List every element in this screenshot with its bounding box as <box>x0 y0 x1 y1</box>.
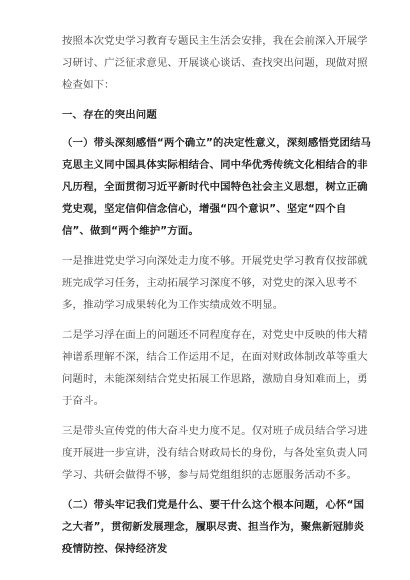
section-heading: 一、存在的突出问题 <box>62 109 157 121</box>
intro-paragraph: 按照本次党史学习教育专题民主生活会安排，我在会前深入开展学习研讨、广泛征求意见、开展谈心谈话、查找突出问题，现做对照检查如下： <box>62 35 368 91</box>
item-2-heading: （二）带头牢记我们党是什么、要干什么这个根本问题，心怀“国之大者”，贯彻新发展理念，履职尽责、担当作为，聚焦新冠肺炎疫情防控、保持经济发 <box>62 499 365 555</box>
item-1-heading: （一）带头深刻感悟“两个确立”的决定性意义，深刻感悟党团结马克思主义同中国具体实际相结合、同中华优秀传统文化相结合的非凡历程，全面贯彻习近平新时代中国特色社会主义思想，树立正确党史观，坚定信仰信念信心，增强“四个意识”、坚定“四个自信”、做到“两个维护”方面。 <box>62 137 372 237</box>
paragraph-2: 二是学习浮在面上的问题还不同程度存在，对党史中反映的伟大精神谱系理解不深，结合工作运用不足，在面对财政体制改革等重大问题时，未能深刻结合党史拓展工作思路，激励自身知难而上，勇于奋斗。 <box>62 329 368 407</box>
paragraph-3: 三是带头宣传党的伟大奋斗史力度不足。仅对班子成员结合学习进度开展进一步宣讲，没有结合财政局长的身份，与各处室负责人同学习、共研会做得不够，参与局党组组织的志愿服务活动不多。 <box>62 425 368 481</box>
paragraph-1: 一是推进党史学习向深处走力度不够。开展党史学习教育仅按部就班完成学习任务，主动拓展学习深度不够，对党史的深入思考不多，推动学习成果转化为工作实绩成效不明显。 <box>62 255 368 311</box>
